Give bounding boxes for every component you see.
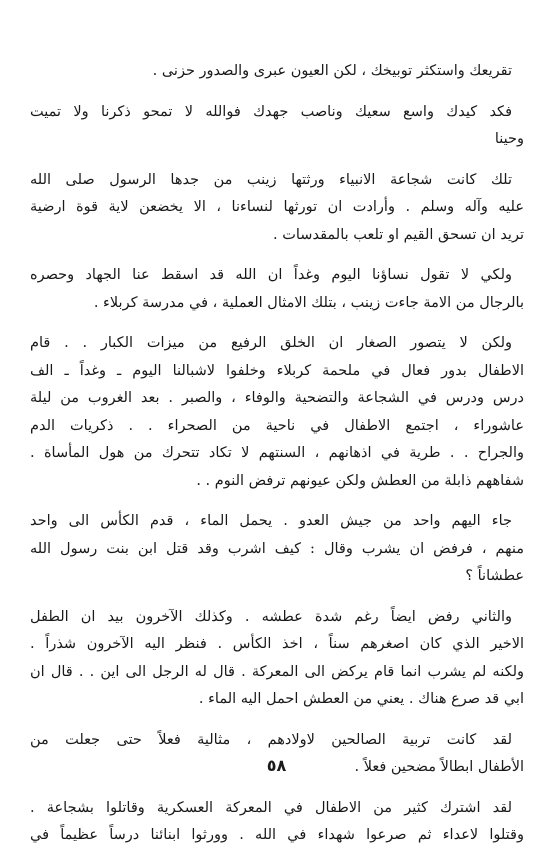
text-line: بالرجال من الامة جاءت زينب ، بتلك الامثال العملية ، في مدرسة كربلاء . (93, 294, 524, 311)
paragraph (30, 58, 524, 86)
text-line: منهم ، فرفض ان يشرب وقال : كيف اشرب وقد قتل ابن بنت رسول الله (30, 540, 524, 557)
text-line: شفاههم ذابلة من العطش ولكن عيونهم ترفض النوم . . (196, 472, 524, 489)
text-line: الأطفال ابطالاً مضحين فعلاً . (354, 759, 524, 775)
text-line: والثاني رفض ايضاً رغم شدة عطشه . وكذلك الآخرون بيد ان الطفل (30, 608, 512, 625)
text-line: فكد كيدك واسع سعيك وناصب جهدك فوالله لا تمحو ذكرنا ولا تميت (30, 103, 512, 120)
text-line: لقد كانت تربية الصالحين لاولادهم ، مثالية فعلاً حتى جعلت من (30, 731, 512, 748)
paragraph (30, 99, 524, 154)
text-line: وحينا (494, 131, 524, 147)
paragraph (30, 167, 524, 250)
paragraph (30, 330, 524, 495)
text-line: ولكي لا تقول نساؤنا اليوم وغداً ان الله قد اسقط عنا الجهاد وحصره (30, 267, 512, 283)
text-line: ولكنه لم يشرب انما قام يركض الى المعركة . قال له الرجل الى اين . . قال ان (30, 663, 524, 680)
text-line: وقتلوا لاعداء ثم صرعوا شهداء في الله . وورثوا ابنائنا درساً عظيماً في (30, 827, 524, 843)
paragraph (30, 795, 524, 850)
paragraph (30, 604, 524, 714)
text-line: والجراح . . طرية في اذهانهم ، السنتهم لا تكاد تتحرك من هول المأساة . (30, 445, 524, 461)
page-number: ٥٨ (266, 756, 287, 775)
text-line: عطشاناً ؟ (465, 568, 524, 584)
text-line: عليه وآله وسلم . وأرادت ان تورثها لنساءنا ، الا يخضعن لاية قوة ارضية (30, 199, 524, 215)
text-line: الاخير الذي كان اصغرهم سناً ، اخذ الكأس . فنظر اليه الآخرون شذراً . (30, 636, 524, 652)
paragraph (30, 262, 524, 317)
page-body (30, 58, 524, 863)
text-line: لقد اشترك كثير من الاطفال في المعركة العسكرية وقاتلوا بشجاعة . (30, 799, 512, 816)
text-line: عاشوراء ، اجتمع الاطفال في ناحية من الصحراء . . ذكريات الدم (30, 417, 524, 434)
paragraph (30, 508, 524, 591)
text-line: جاء اليهم واحد من جيش العدو . يحمل الماء ، قدم الكأس الى واحد (30, 513, 512, 529)
text-line: ابي قد صرع هناك . يعني من العطش احمل اليه الماء . (198, 691, 524, 707)
text-line: تقريعك واستكثر توبيخك ، لكن العيون عبرى والصدور حزنى . (152, 63, 512, 79)
text-line: تريد ان تسحق القيم او تلعب بالمقدسات . (273, 226, 524, 243)
text-line: تلك كانت شجاعة الانبياء ورثتها زينب من جدها الرسول صلى الله (30, 171, 512, 188)
text-line: الاطفال بدور فعال في ملحمة كربلاء وخلفوا لاشبالنا اليوم ـ وغداً ـ الف (30, 362, 524, 379)
text-line: ولكن لا يتصور الصغار ان الخلق الرفيع من ميزات الكبار . . قام (30, 335, 512, 351)
text-line: درس ودرس في الشجاعة والتضحية والوفاء ، والصبر . بعد الغروب من ليلة (30, 390, 524, 406)
